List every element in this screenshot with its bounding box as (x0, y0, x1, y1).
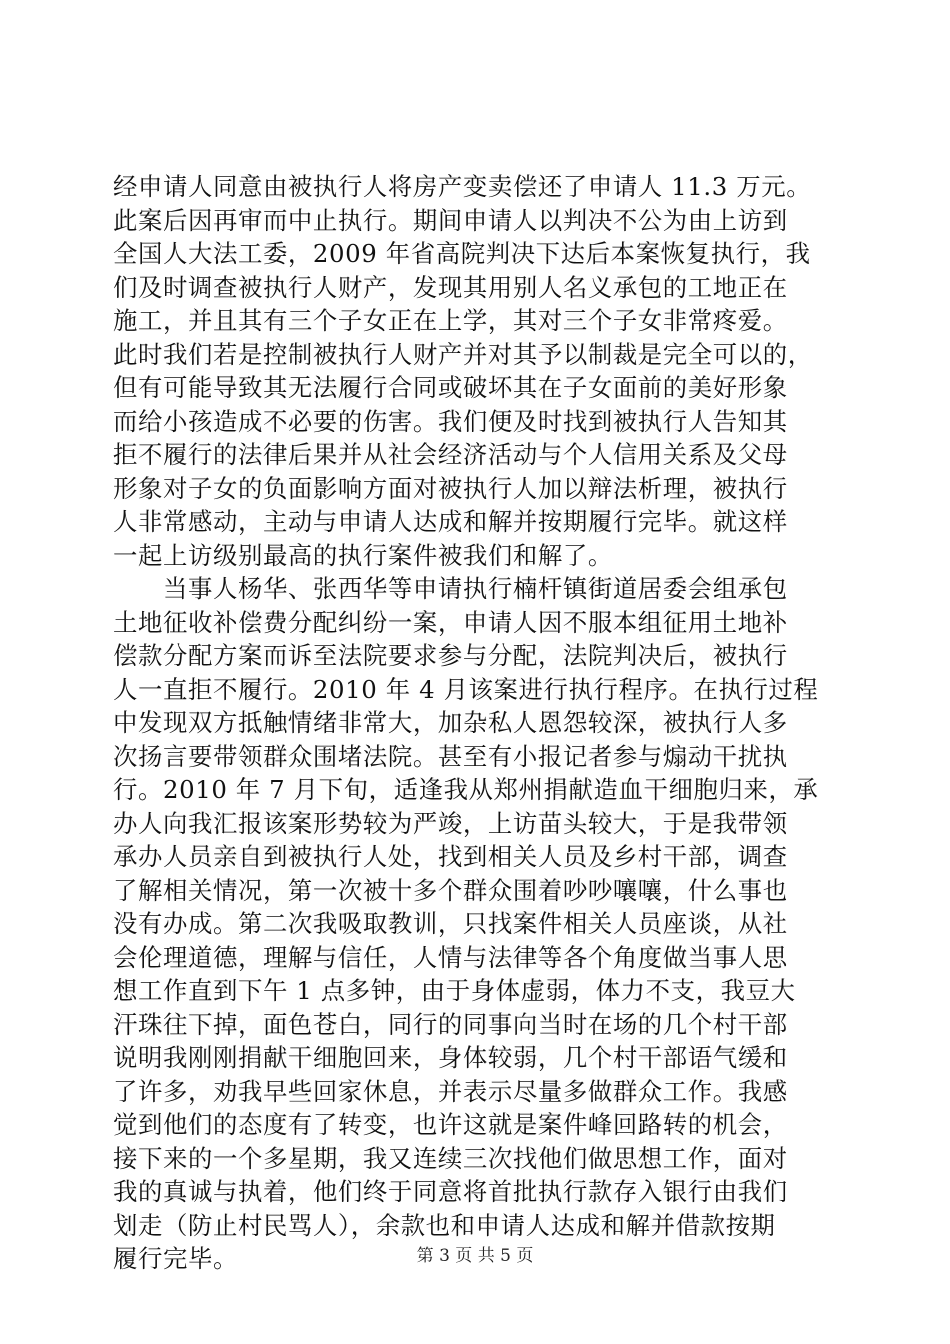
text-line: 全国人大法工委，2009 年省高院判决下达后本案恢复执行，我 (113, 239, 811, 268)
text-line: 想工作直到下午 1 点多钟，由于身体虚弱，体力不支，我豆大 (113, 976, 796, 1005)
text-line: 中发现双方抵触情绪非常大，加杂私人恩怨较深，被执行人多 (113, 708, 788, 737)
text-line: 人一直拒不履行。2010 年 4 月该案进行执行程序。在执行过程 (113, 674, 819, 704)
text-line: 经申请人同意由被执行人将房产变卖偿还了申请人 11.3 万元。 (113, 172, 812, 201)
text-line: 当事人杨华、张西华等申请执行楠杆镇街道居委会组承包 (113, 574, 788, 603)
text-line: 此案后因再审而中止执行。期间申请人以判决不公为由上访到 (113, 205, 788, 235)
text-line: 行。2010 年 7 月下旬，适逢我从郑州捐献造血干细胞归来，承 (113, 775, 819, 804)
text-line: 觉到他们的态度有了转变，也许这就是案件峰回路转的机会， (113, 1110, 788, 1139)
text-line: 说明我刚刚捐献干细胞回来，身体较弱，几个村干部语气缓和 (113, 1043, 788, 1072)
body-text (113, 170, 853, 1276)
text-line: 偿款分配方案而诉至法院要求参与分配，法院判决后，被执行 (113, 641, 788, 670)
text-line: 施工，并且其有三个子女正在上学，其对三个子女非常疼爱。 (113, 306, 788, 335)
text-line: 接下来的一个多星期，我又连续三次找他们做思想工作，面对 (113, 1143, 788, 1173)
text-line: 了许多，劝我早些回家休息，并表示尽量多做群众工作。我感 (113, 1076, 788, 1106)
text-line: 了解相关情况，第一次被十多个群众围着吵吵嚷嚷，什么事也 (113, 875, 788, 905)
text-line: 我的真诚与执着，他们终于同意将首批执行款存入银行由我们 (113, 1177, 788, 1206)
text-line: 没有办成。第二次我吸取教训，只找案件相关人员座谈，从社 (113, 909, 788, 938)
text-line: 拒不履行的法律后果并从社会经济活动与个人信用关系及父母 (113, 440, 788, 469)
text-line: 形象对子女的负面影响方面对被执行人加以辩法析理，被执行 (113, 473, 788, 503)
text-line: 土地征收补偿费分配纠纷一案，申请人因不服本组征用土地补 (113, 607, 788, 637)
text-line: 人非常感动，主动与申请人达成和解并按期履行完毕。就这样 (113, 507, 788, 536)
text-line: 但有可能导致其无法履行合同或破坏其在子女面前的美好形象 (113, 373, 788, 402)
text-line: 次扬言要带领群众围堵法院。甚至有小报记者参与煽动干扰执 (113, 741, 788, 771)
text-line: 办人向我汇报该案形势较为严竣，上访苗头较大，于是我带领 (113, 808, 788, 838)
text-line: 们及时调查被执行人财产，发现其用别人名义承包的工地正在 (113, 272, 788, 302)
text-line: 此时我们若是控制被执行人财产并对其予以制裁是完全可以的， (113, 339, 813, 369)
page-number-footer: 第 3 页 共 5 页 (416, 1246, 534, 1266)
text-line: 而给小孩造成不必要的伤害。我们便及时找到被执行人告知其 (113, 406, 788, 436)
text-line: 履行完毕。 (113, 1244, 238, 1273)
text-line: 汗珠往下掉，面色苍白，同行的同事向当时在场的几个村干部 (113, 1009, 788, 1039)
text-line: 划走（防止村民骂人），余款也和申请人达成和解并借款按期 (113, 1210, 776, 1240)
text-line: 一起上访级别最高的执行案件被我们和解了。 (113, 540, 613, 570)
text-line: 承办人员亲自到被执行人处，找到相关人员及乡村干部，调查 (113, 842, 788, 871)
text-line: 会伦理道德，理解与信任，人情与法律等各个角度做当事人思 (113, 942, 788, 972)
